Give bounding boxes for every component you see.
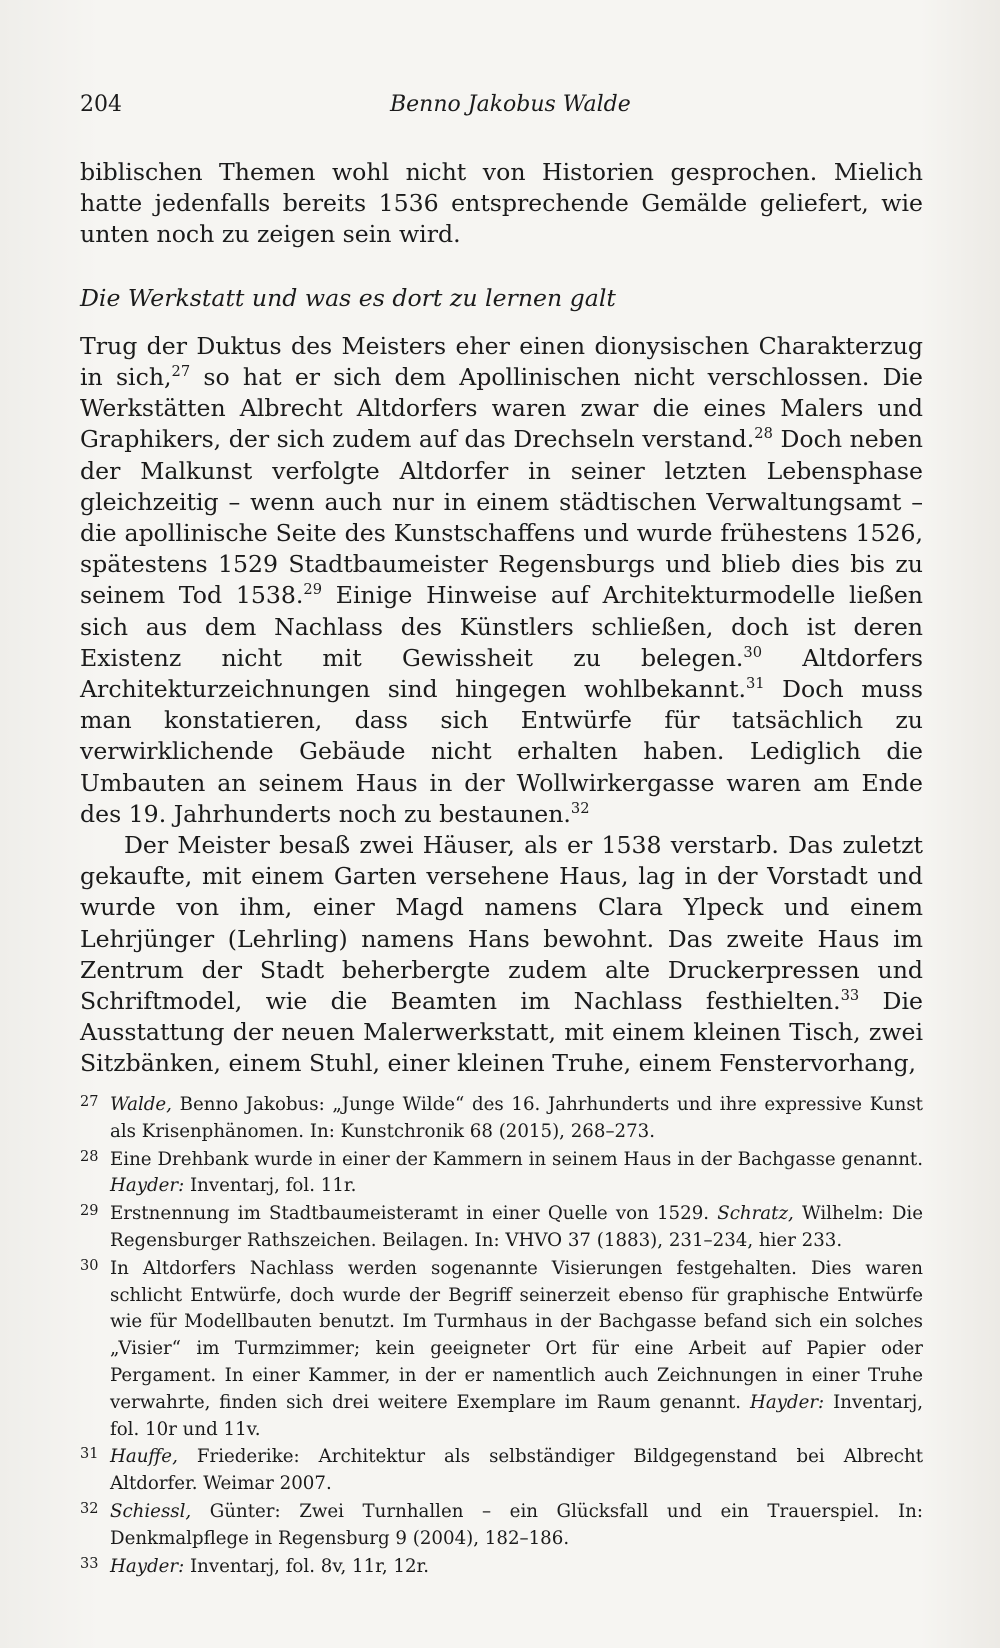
footnote-ref: 27 xyxy=(171,363,191,381)
footnote-author: Schratz, xyxy=(717,1203,794,1225)
footnote-text: Inventarj, fol. 10r und 11v. xyxy=(110,1391,923,1440)
footnote-number: 33 xyxy=(80,1555,99,1572)
footnote-author: Hayder: xyxy=(749,1391,825,1413)
footnote-author: Hauffe, xyxy=(110,1446,178,1468)
footnotes xyxy=(80,1092,923,1581)
footnote-ref: 29 xyxy=(303,581,323,599)
footnote-author: Hayder: xyxy=(110,1555,185,1577)
footnote-text: Inventarj, fol. 11r. xyxy=(184,1175,357,1197)
footnote-text: Benno Jakobus: „Junge Wilde“ des 16. Jahrhunderts und ihre expressive Kunst als Krisenphänomen. In: Kunstchronik 68 (2015), 268–273. xyxy=(110,1094,923,1142)
running-head: Benno Jakobus Walde xyxy=(390,92,631,117)
footnote-text: Inventarj, fol. 8v, 11r, 12r. xyxy=(184,1555,430,1577)
footnote-author: Schiessl, xyxy=(110,1500,192,1522)
page-header xyxy=(80,92,920,122)
footnote-number: 29 xyxy=(80,1203,99,1220)
footnote-author: Hayder: xyxy=(110,1175,185,1197)
text-run: Doch neben der Malkunst verfolgte Altdorfer in seiner letzten Lebensphase gleichzeitig – wenn auch nur in einem städtischen Verwaltungsamt – die apollinische Seite des Kunstschaffens und wurde frühestens 1526, spätestens 1529 Stadtbaumeister Regensburgs und blieb dies bis zu seinem Tod 1538. xyxy=(80,425,924,610)
footnote xyxy=(80,1092,923,1146)
footnote-ref: 32 xyxy=(570,800,590,817)
footnote-number: 27 xyxy=(80,1094,99,1110)
text-run: Altdorfers Architekturzeichnungen sind hingegen wohlbekannt. xyxy=(80,643,924,704)
footnote-text: Günter: Zwei Turnhallen – ein Glücksfall und ein Trauerspiel. In: Denkmalpflege in Regensburg 9 (2004), 182–186. xyxy=(110,1500,923,1549)
text-run: so hat er sich dem Apollinischen nicht verschlossen. Die Werkstätten Albrecht Altdorfers waren zwar die eines Malers und Graphikers, der sich zudem auf das Drechseln verstand. xyxy=(80,363,923,454)
text-run: Einige Hinweise auf Architekturmodelle ließen sich aus dem Nachlass des Künstlers schließen, doch ist deren Existenz nicht mit Gewissheit zu belegen. xyxy=(80,581,923,672)
footnote xyxy=(80,1444,923,1498)
page-number: 204 xyxy=(80,92,122,117)
paragraph: biblischen Themen wohl nicht von Historien gesprochen. Mielich hatte jedenfalls bereits 1536 entsprechende Gemälde geliefert, wie unten noch zu zeigen sein wird. xyxy=(80,158,923,249)
footnote xyxy=(80,1147,923,1201)
footnote-number: 28 xyxy=(80,1148,99,1165)
footnote-ref: 33 xyxy=(840,987,860,1005)
text-run: Der Meister besaß zwei Häuser, als er 1538 verstarb. Das zuletzt gekaufte, mit einem Garten versehene Haus, lag in der Vorstadt und wurde von ihm, einer Magd namens Clara Ylpeck und einem Lehrjünger (Lehrling) namens Hans bewohnt. Das zweite Haus im Zentrum der Stadt beherbergte zudem alte Druckerpressen und Schriftmodel, wie die Beamten im Nachlass festhielten. xyxy=(80,831,923,1016)
footnote-number: 30 xyxy=(80,1257,99,1274)
footnote-text: Wilhelm: Die Regensburger Rathszeichen. Beilagen. In: VHVO 37 (1883), 231–234, hier 233. xyxy=(110,1203,924,1251)
footnote xyxy=(80,1201,923,1255)
footnote-author: Walde, xyxy=(110,1094,172,1115)
paragraph xyxy=(80,331,923,830)
footnote-text: Erstnennung im Stadtbaumeisteramt in einer Quelle von 1529. xyxy=(110,1203,718,1225)
footnote xyxy=(80,1256,923,1444)
text-run: Trug der Duktus des Meisters eher einen dionysischen Charakterzug in sich, xyxy=(80,331,923,392)
footnote-ref: 30 xyxy=(743,643,763,661)
text-run: Doch muss man konstatieren, dass sich Entwürfe für tatsächlich zu verwirklichende Gebäude nicht erhalten haben. Lediglich die Umbauten an seinem Haus in der Wollwirkergasse waren am Ende des 19. Jahrhunderts noch zu bestaunen. xyxy=(80,675,923,828)
footnote xyxy=(80,1554,923,1581)
footnote-number: 31 xyxy=(80,1446,99,1463)
footnote-text: Eine Drehbank wurde in einer der Kammern in seinem Haus in der Bachgasse genannt. xyxy=(110,1148,923,1170)
footnote-text: Friederike: Architektur als selbständiger Bildgegenstand bei Albrecht Altdorfer. Weimar 2007. xyxy=(110,1446,923,1495)
main-text xyxy=(80,157,923,1080)
paragraph xyxy=(80,830,923,1080)
section-heading: Die Werkstatt und was es dort zu lernen galt xyxy=(80,283,616,312)
footnote-ref: 28 xyxy=(754,425,773,443)
footnote-ref: 31 xyxy=(745,675,765,693)
footnote xyxy=(80,1499,923,1553)
footnote-text: In Altdorfers Nachlass werden sogenannte Visierungen festgehalten. Dies waren schlicht Entwürfe, doch wurde der Begriff seinerzeit ebenso für graphische Entwürfe wie für Modellbauten benutzt. Im Turmhaus in der Bachgasse befand sich ein solches „Visier“ im Turmzimmer; kein geeigneter Ort für eine Arbeit auf Papier oder Pergament. In einer Kammer, in der er namentlich auch Zeichnungen in einer Truhe verwahrte, finden sich drei weitere Exemplare im Raum genannt. xyxy=(110,1257,923,1413)
text-run: Die Ausstattung der neuen Malerwerkstatt, mit einem kleinen Tisch, zwei Sitzbänken, einem Stuhl, einer kleinen Truhe, einem Fenstervorhang, xyxy=(80,987,923,1078)
footnote-number: 32 xyxy=(80,1500,99,1517)
